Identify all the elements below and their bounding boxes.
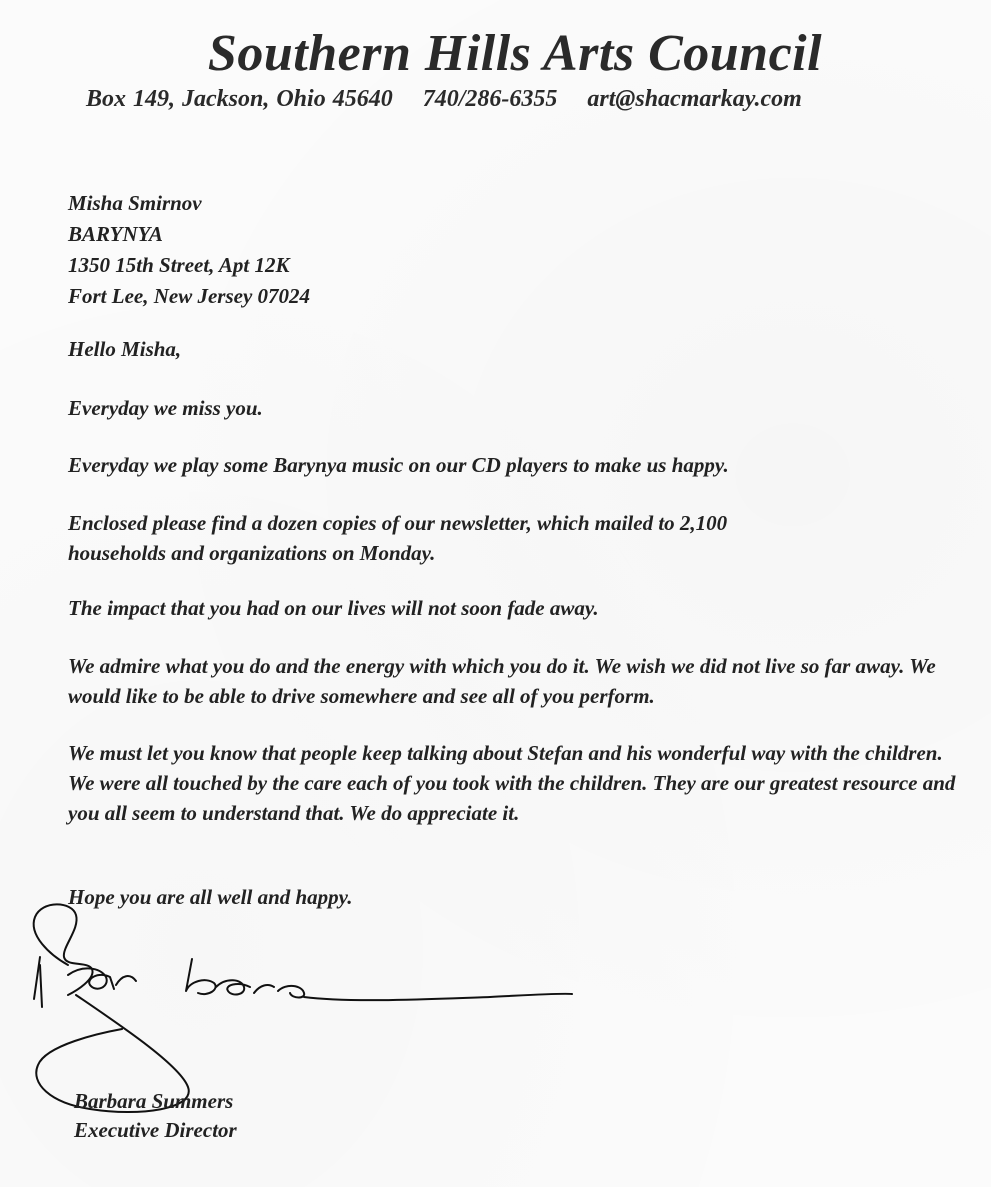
recipient-organization: BARYNYA: [68, 222, 163, 246]
paragraph-2: Everyday we play some Barynya music on our CD players to make us happy.: [68, 453, 729, 477]
paragraph-3: Enclosed please find a dozen copies of our newsletter, which mailed to 2,100 households and organizations on Monday.: [68, 511, 728, 565]
paragraph-1: Everyday we miss you.: [68, 396, 263, 420]
recipient-city-state-zip: Fort Lee, New Jersey 07024: [68, 284, 311, 308]
paragraph-6: We must let you know that people keep talking about Stefan and his wonderful way with the children. We were all touched by the care each of you took with the children. They are our greatest resource and you all seem to understand that. We do appreciate it.: [68, 741, 956, 825]
signer-block: [74, 1087, 237, 1145]
letterhead-contact-line: [86, 86, 802, 113]
letterhead-organization: Southern Hills Arts Council: [207, 25, 823, 82]
paragraph-4: The impact that you had on our lives will not soon fade away.: [68, 596, 599, 620]
letterhead-phone: 740/286-6355: [422, 86, 558, 112]
signer-name: Barbara Summers: [74, 1089, 234, 1113]
recipient-street: 1350 15th Street, Apt 12K: [68, 253, 290, 277]
recipient-address-block: [68, 188, 978, 312]
letterhead-address: Box 149, Jackson, Ohio 45640: [86, 86, 393, 112]
signer-title: Executive Director: [74, 1118, 237, 1142]
closing-line: Hope you are all well and happy.: [68, 885, 353, 909]
greeting: Hello Misha,: [68, 337, 182, 361]
recipient-name: Misha Smirnov: [68, 191, 202, 215]
paragraph-5: We admire what you do and the energy with which you do it. We wish we did not live so far away. We would like to be able to drive somewhere and see all of you perform.: [68, 654, 936, 708]
letterhead-email: art@shacmarkay.com: [587, 86, 802, 112]
